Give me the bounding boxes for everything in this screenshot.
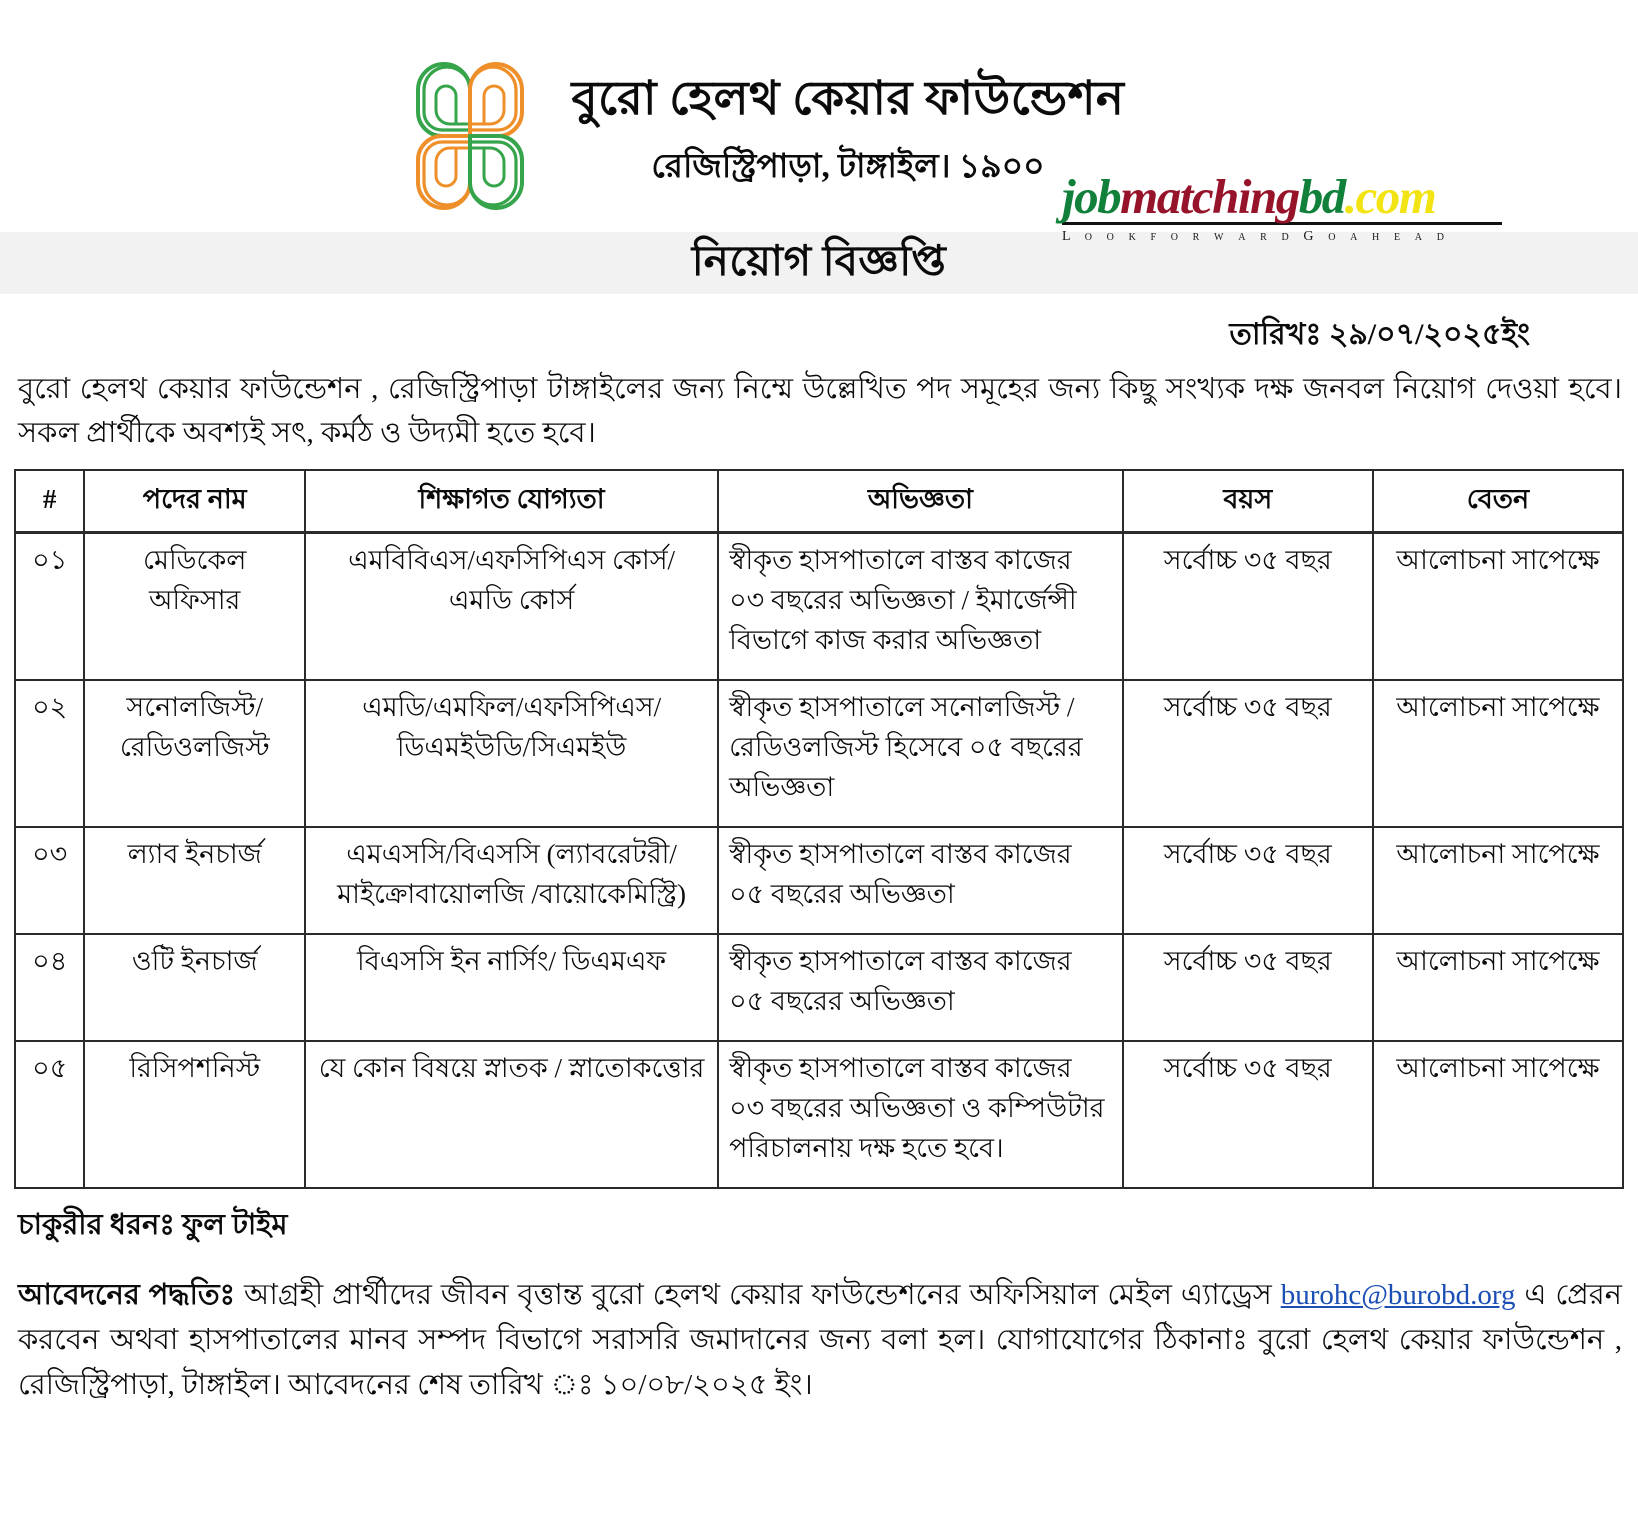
col-header-experience: অভিজ্ঞতা xyxy=(718,470,1123,532)
col-header-education: শিক্ষাগত যোগ্যতা xyxy=(305,470,718,532)
organization-address: রেজিস্ট্রিপাড়া, টাঙ্গাইল। ১৯০০ xyxy=(651,149,1045,186)
table-row xyxy=(15,827,1623,934)
watermark-tagline: L o o k f o r w a r d G o a h e a d xyxy=(1062,229,1450,244)
watermark-wordmark xyxy=(1062,169,1514,224)
watermark-job-text: job xyxy=(1062,169,1121,224)
table-row xyxy=(15,680,1623,827)
job-type-line: চাকুরীর ধরনঃ ফুল টাইম xyxy=(18,1208,288,1241)
cell-age: সর্বোচ্চ ৩৫ বছর xyxy=(1123,680,1373,827)
cell-education: এমএসসি/বিএসসি (ল্যাবরেটরী/মাইক্রোবায়োলজি /বায়োকেমিস্ট্রি) xyxy=(305,827,718,934)
intro-paragraph: বুরো হেলথ কেয়ার ফাউন্ডেশন , রেজিস্ট্রিপাড়া টাঙ্গাইলের জন্য নিম্মে উল্লেখিত পদ সমূহের জন্য কিছু সংখ্যক দক্ষ জনবল নিয়োগ দেওয়া হবে। সকল প্রার্থীকে অবশ্যই সৎ, কর্মঠ ও উদ্যমী হতে হবে। xyxy=(18,373,1622,450)
table-row xyxy=(15,1041,1623,1188)
document-header xyxy=(0,0,1638,244)
application-email-link[interactable]: burohc@burobd.org xyxy=(1280,1279,1516,1312)
cell-post: সনোলজিস্ট/ রেডিওলজিস্ট xyxy=(84,680,305,827)
col-header-age: বয়স xyxy=(1123,470,1373,532)
cell-education: এমডি/এমফিল/এফসিপিএস/ ডিএমইউডি/সিএমইউ xyxy=(305,680,718,827)
cell-experience: স্বীকৃত হাসপাতালে বাস্তব কাজের ০৩ বছরের অভিজ্ঞতা ও কম্পিউটার পরিচালনায় দক্ষ হতে হবে। xyxy=(718,1041,1123,1188)
table-row xyxy=(15,934,1623,1041)
cell-age: সর্বোচ্চ ৩৫ বছর xyxy=(1123,934,1373,1041)
cell-post: রিসিপশনিস্ট xyxy=(84,1041,305,1188)
cell-education: এমবিবিএস/এফসিপিএস কোর্স/ এমডি কোর্স xyxy=(305,533,718,680)
cell-post: ওটি ইনচার্জ xyxy=(84,934,305,1041)
positions-table xyxy=(14,469,1624,1188)
cell-experience: স্বীকৃত হাসপাতালে বাস্তব কাজের ০৫ বছরের অভিজ্ঞতা xyxy=(718,934,1123,1041)
organization-name: বুরো হেলথ কেয়ার ফাউন্ডেশন xyxy=(571,73,1125,125)
watermark-bd-text: bd xyxy=(1298,169,1345,224)
col-header-index: # xyxy=(15,470,84,532)
positions-table-body xyxy=(15,533,1623,1188)
table-header-row xyxy=(15,470,1623,532)
cell-index: ০১ xyxy=(15,533,84,680)
cell-experience: স্বীকৃত হাসপাতালে বাস্তব কাজের ০৫ বছরের অভিজ্ঞতা xyxy=(718,827,1123,934)
cell-index: ০২ xyxy=(15,680,84,827)
intro-paragraph-block xyxy=(0,361,1638,455)
cell-age: সর্বোচ্চ ৩৫ বছর xyxy=(1123,1041,1373,1188)
cell-experience: স্বীকৃত হাসপাতালে সনোলজিস্ট / রেডিওলজিস্ট হিসেবে ০৫ বছরের অভিজ্ঞতা xyxy=(718,680,1123,827)
cell-post: মেডিকেল অফিসার xyxy=(84,533,305,680)
cell-education: যে কোন বিষয়ে স্নাতক / স্নাতোকত্তোর xyxy=(305,1041,718,1188)
cell-salary: আলোচনা সাপেক্ষে xyxy=(1373,1041,1623,1188)
cell-age: সর্বোচ্চ ৩৫ বছর xyxy=(1123,827,1373,934)
col-header-post: পদের নাম xyxy=(84,470,305,532)
positions-table-wrapper xyxy=(0,469,1638,1188)
cell-salary: আলোচনা সাপেক্ষে xyxy=(1373,680,1623,827)
cell-index: ০৩ xyxy=(15,827,84,934)
document-footer xyxy=(0,1203,1638,1409)
col-header-salary: বেতন xyxy=(1373,470,1623,532)
cell-post: ল্যাব ইনচার্জ xyxy=(84,827,305,934)
organization-text-block xyxy=(572,52,1125,196)
four-petal-clover-logo-icon xyxy=(394,56,546,216)
cell-education: বিএসসি ইন নার্সিং/ ডিএমএফ xyxy=(305,934,718,1041)
cell-salary: আলোচনা সাপেক্ষে xyxy=(1373,827,1623,934)
cell-experience: স্বীকৃত হাসপাতালে বাস্তব কাজের ০৩ বছরের অভিজ্ঞতা / ইমার্জেন্সী বিভাগে কাজ করার অভিজ্ঞতা xyxy=(718,533,1123,680)
cell-age: সর্বোচ্চ ৩৫ বছর xyxy=(1123,533,1373,680)
cell-salary: আলোচনা সাপেক্ষে xyxy=(1373,533,1623,680)
jobmatchingbd-watermark-logo xyxy=(1062,169,1514,245)
watermark-matching-text: matching xyxy=(1120,169,1299,224)
cell-index: ০৪ xyxy=(15,934,84,1041)
apply-text-after-email: এ প্রেরন করবেন অথবা হাসপাতালের মানব সম্পদ বিভাগে সরাসরি জমাদানের জন্য বলা হল। যোগাযোগের ঠিকানাঃ বুরো হেলথ কেয়ার ফাউন্ডেশন , রেজিস্ট্রিপাড়া, টাঙ্গাইল। আবেদনের শেষ তারিখ ঃ ১০/০৮/২০২৫ ইং। xyxy=(18,1279,1622,1402)
application-instructions xyxy=(18,1273,1622,1408)
cell-salary: আলোচনা সাপেক্ষে xyxy=(1373,934,1623,1041)
apply-text-before-email: আগ্রহী প্রার্থীদের জীবন বৃত্তান্ত বুরো হেলথ কেয়ার ফাউন্ডেশনের অফিসিয়াল মেইল এ্যাড্রেস xyxy=(235,1279,1281,1312)
circular-date: তারিখঃ ২৯/০৭/২০২৫ইং xyxy=(1229,318,1530,351)
table-row xyxy=(15,533,1623,680)
cell-index: ০৫ xyxy=(15,1041,84,1188)
page-title: নিয়োগ বিজ্ঞপ্তি xyxy=(691,238,947,285)
apply-method-label: আবেদনের পদ্ধতিঃ xyxy=(18,1279,236,1312)
watermark-com-text: .com xyxy=(1344,169,1436,224)
positions-table-head xyxy=(15,470,1623,532)
